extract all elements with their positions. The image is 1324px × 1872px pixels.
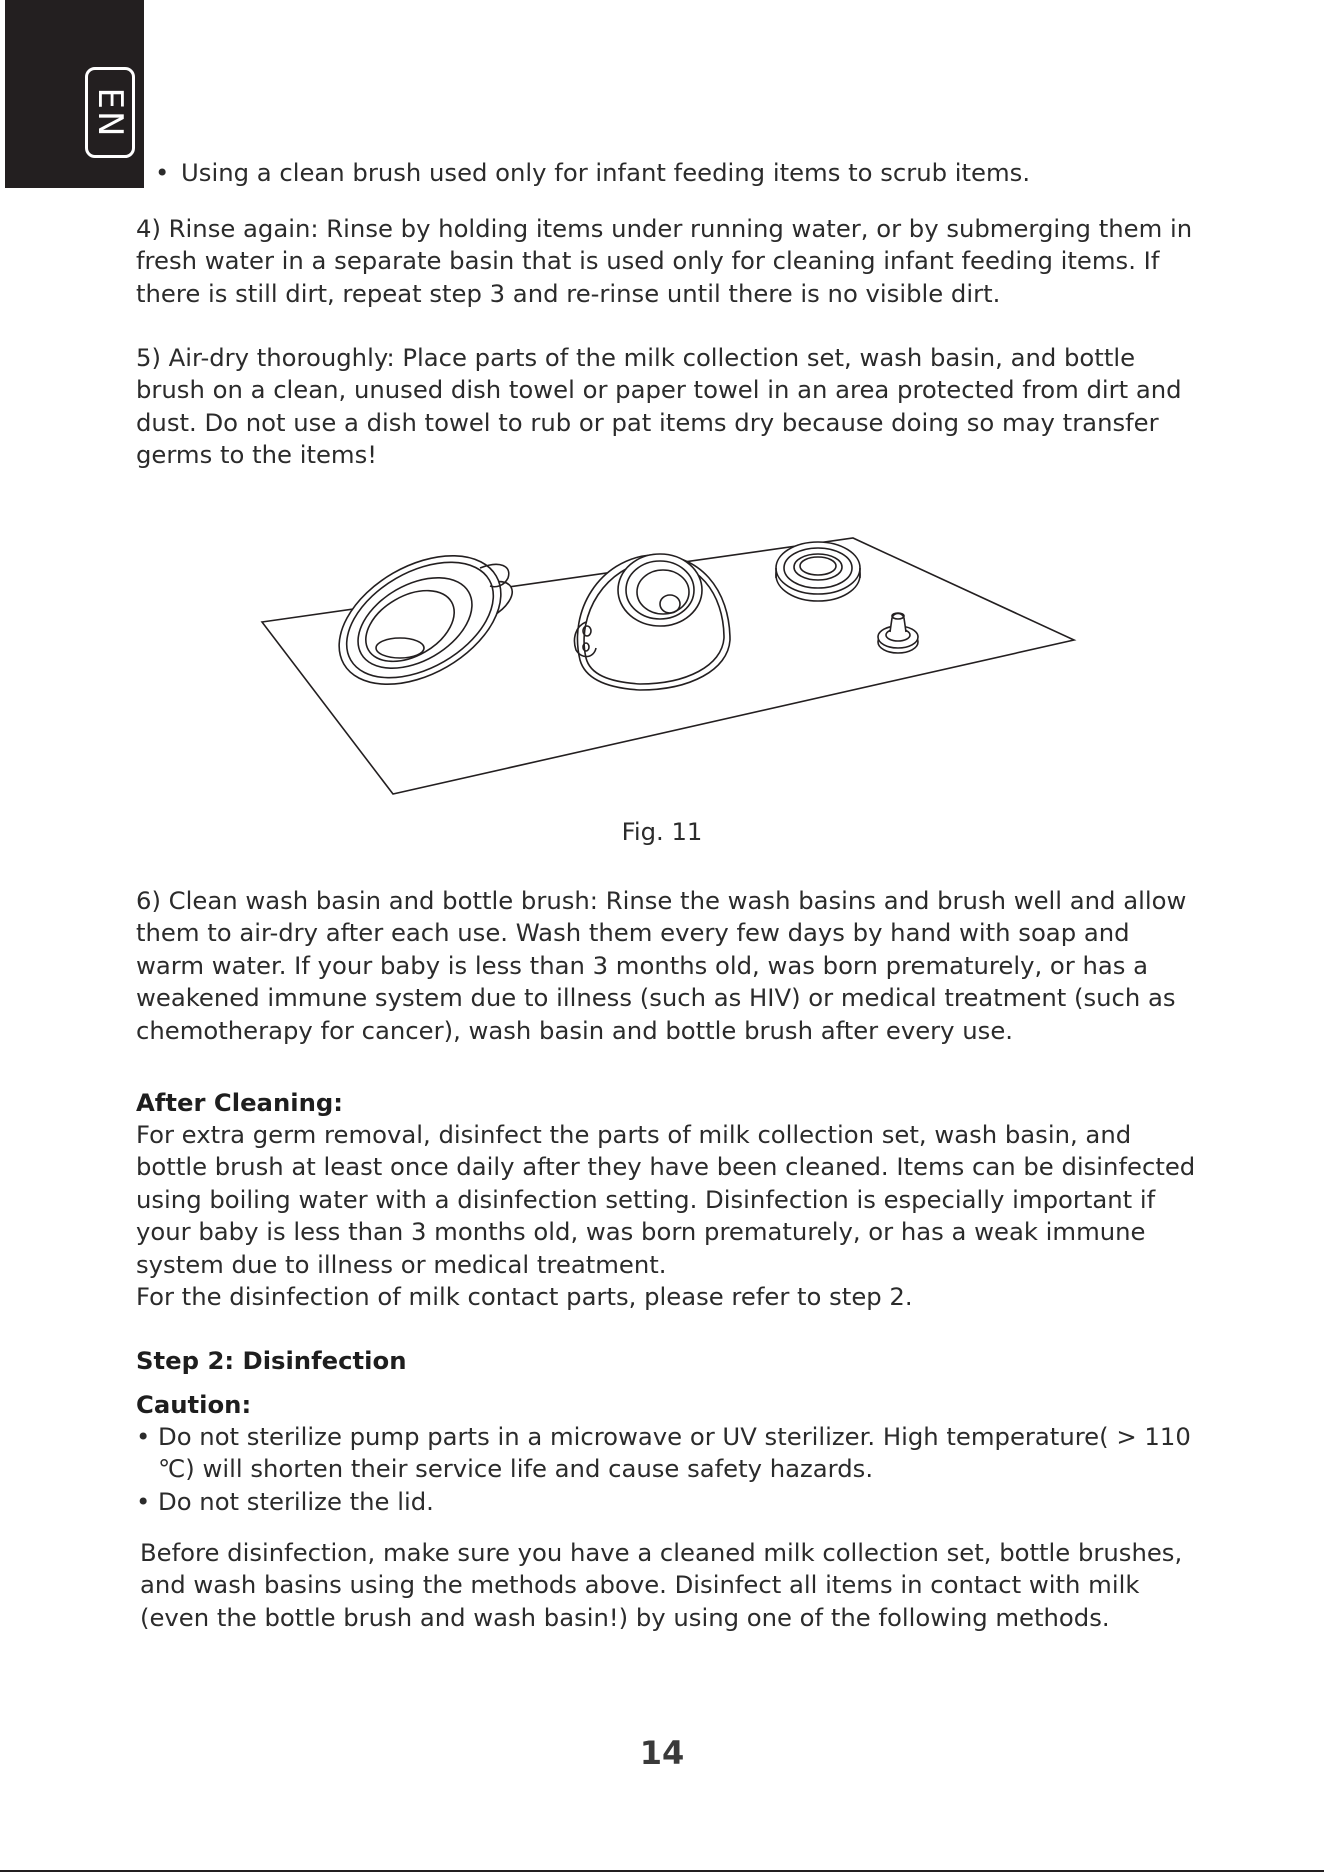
caution-list [136, 1421, 1206, 1518]
caution-item: • Do not sterilize pump parts in a microwave or UV sterilizer. High temperature( > 110 ℃) will shorten their service life and cause safety hazards. [136, 1422, 1191, 1484]
step-rinse-again: 4) Rinse again: Rinse by holding items under running water, or by submerging them in fresh water in a separate basin that is used only for cleaning infant feeding items. If there is still dirt, repeat step 3 and re-rinse until there is no visible dirt. [136, 214, 1193, 308]
step2-body: Before disinfection, make sure you have a cleaned milk collection set, bottle brushes, and wash basins using the methods above. Disinfect all items in contact with milk (even the bottle brush and wash basin!) by using one of the following methods. [140, 1538, 1183, 1632]
step-air-dry: 5) Air-dry thoroughly: Place parts of the milk collection set, wash basin, and bottle brush on a clean, unused dish towel or paper towel in an area protected from dirt and dust. Do not use a dish towel to rub or pat items dry because doing so may transfer germs to the items! [136, 343, 1182, 470]
page-number: 14 [639, 1734, 685, 1772]
language-label: EN [90, 87, 130, 138]
figure-caption: Fig. 11 [621, 817, 703, 846]
bullet-dot: • [155, 158, 170, 187]
after-cleaning-note: For the disinfection of milk contact parts, please refer to step 2. [136, 1282, 913, 1311]
language-tab [5, 0, 144, 188]
intro-bullet-text: Using a clean brush used only for infant feeding items to scrub items. [181, 158, 1031, 187]
intro-bullet [155, 157, 1215, 189]
caution-heading: Caution: [136, 1390, 252, 1419]
step-clean-basin: 6) Clean wash basin and bottle brush: Rinse the wash basins and brush well and allow them to air-dry after each use. Wash them every few days by hand with soap and warm water. If your baby is less than 3 months old, was born prematurely, or has a weakened immune system due to illness (such as HIV) or medical treatment (such as chemotherapy for cancer), wash basin and bottle brush after every use. [136, 886, 1187, 1045]
after-cleaning-heading: After Cleaning: [136, 1088, 343, 1117]
after-cleaning-body: For extra germ removal, disinfect the parts of milk collection set, wash basin, and bottle brush at least once daily after they have been cleaned. Items can be disinfected using boiling water with a disinfection setting. Disinfection is especially important if your baby is less than 3 months old, was born prematurely, or has a weak immune system due to illness or medical treatment. [136, 1120, 1196, 1279]
fig-11-illustration [250, 530, 1090, 800]
language-badge [85, 67, 135, 158]
caution-item: • Do not sterilize the lid. [136, 1486, 434, 1516]
step2-heading: Step 2: Disinfection [136, 1346, 407, 1375]
valve-ring-part [776, 542, 860, 601]
